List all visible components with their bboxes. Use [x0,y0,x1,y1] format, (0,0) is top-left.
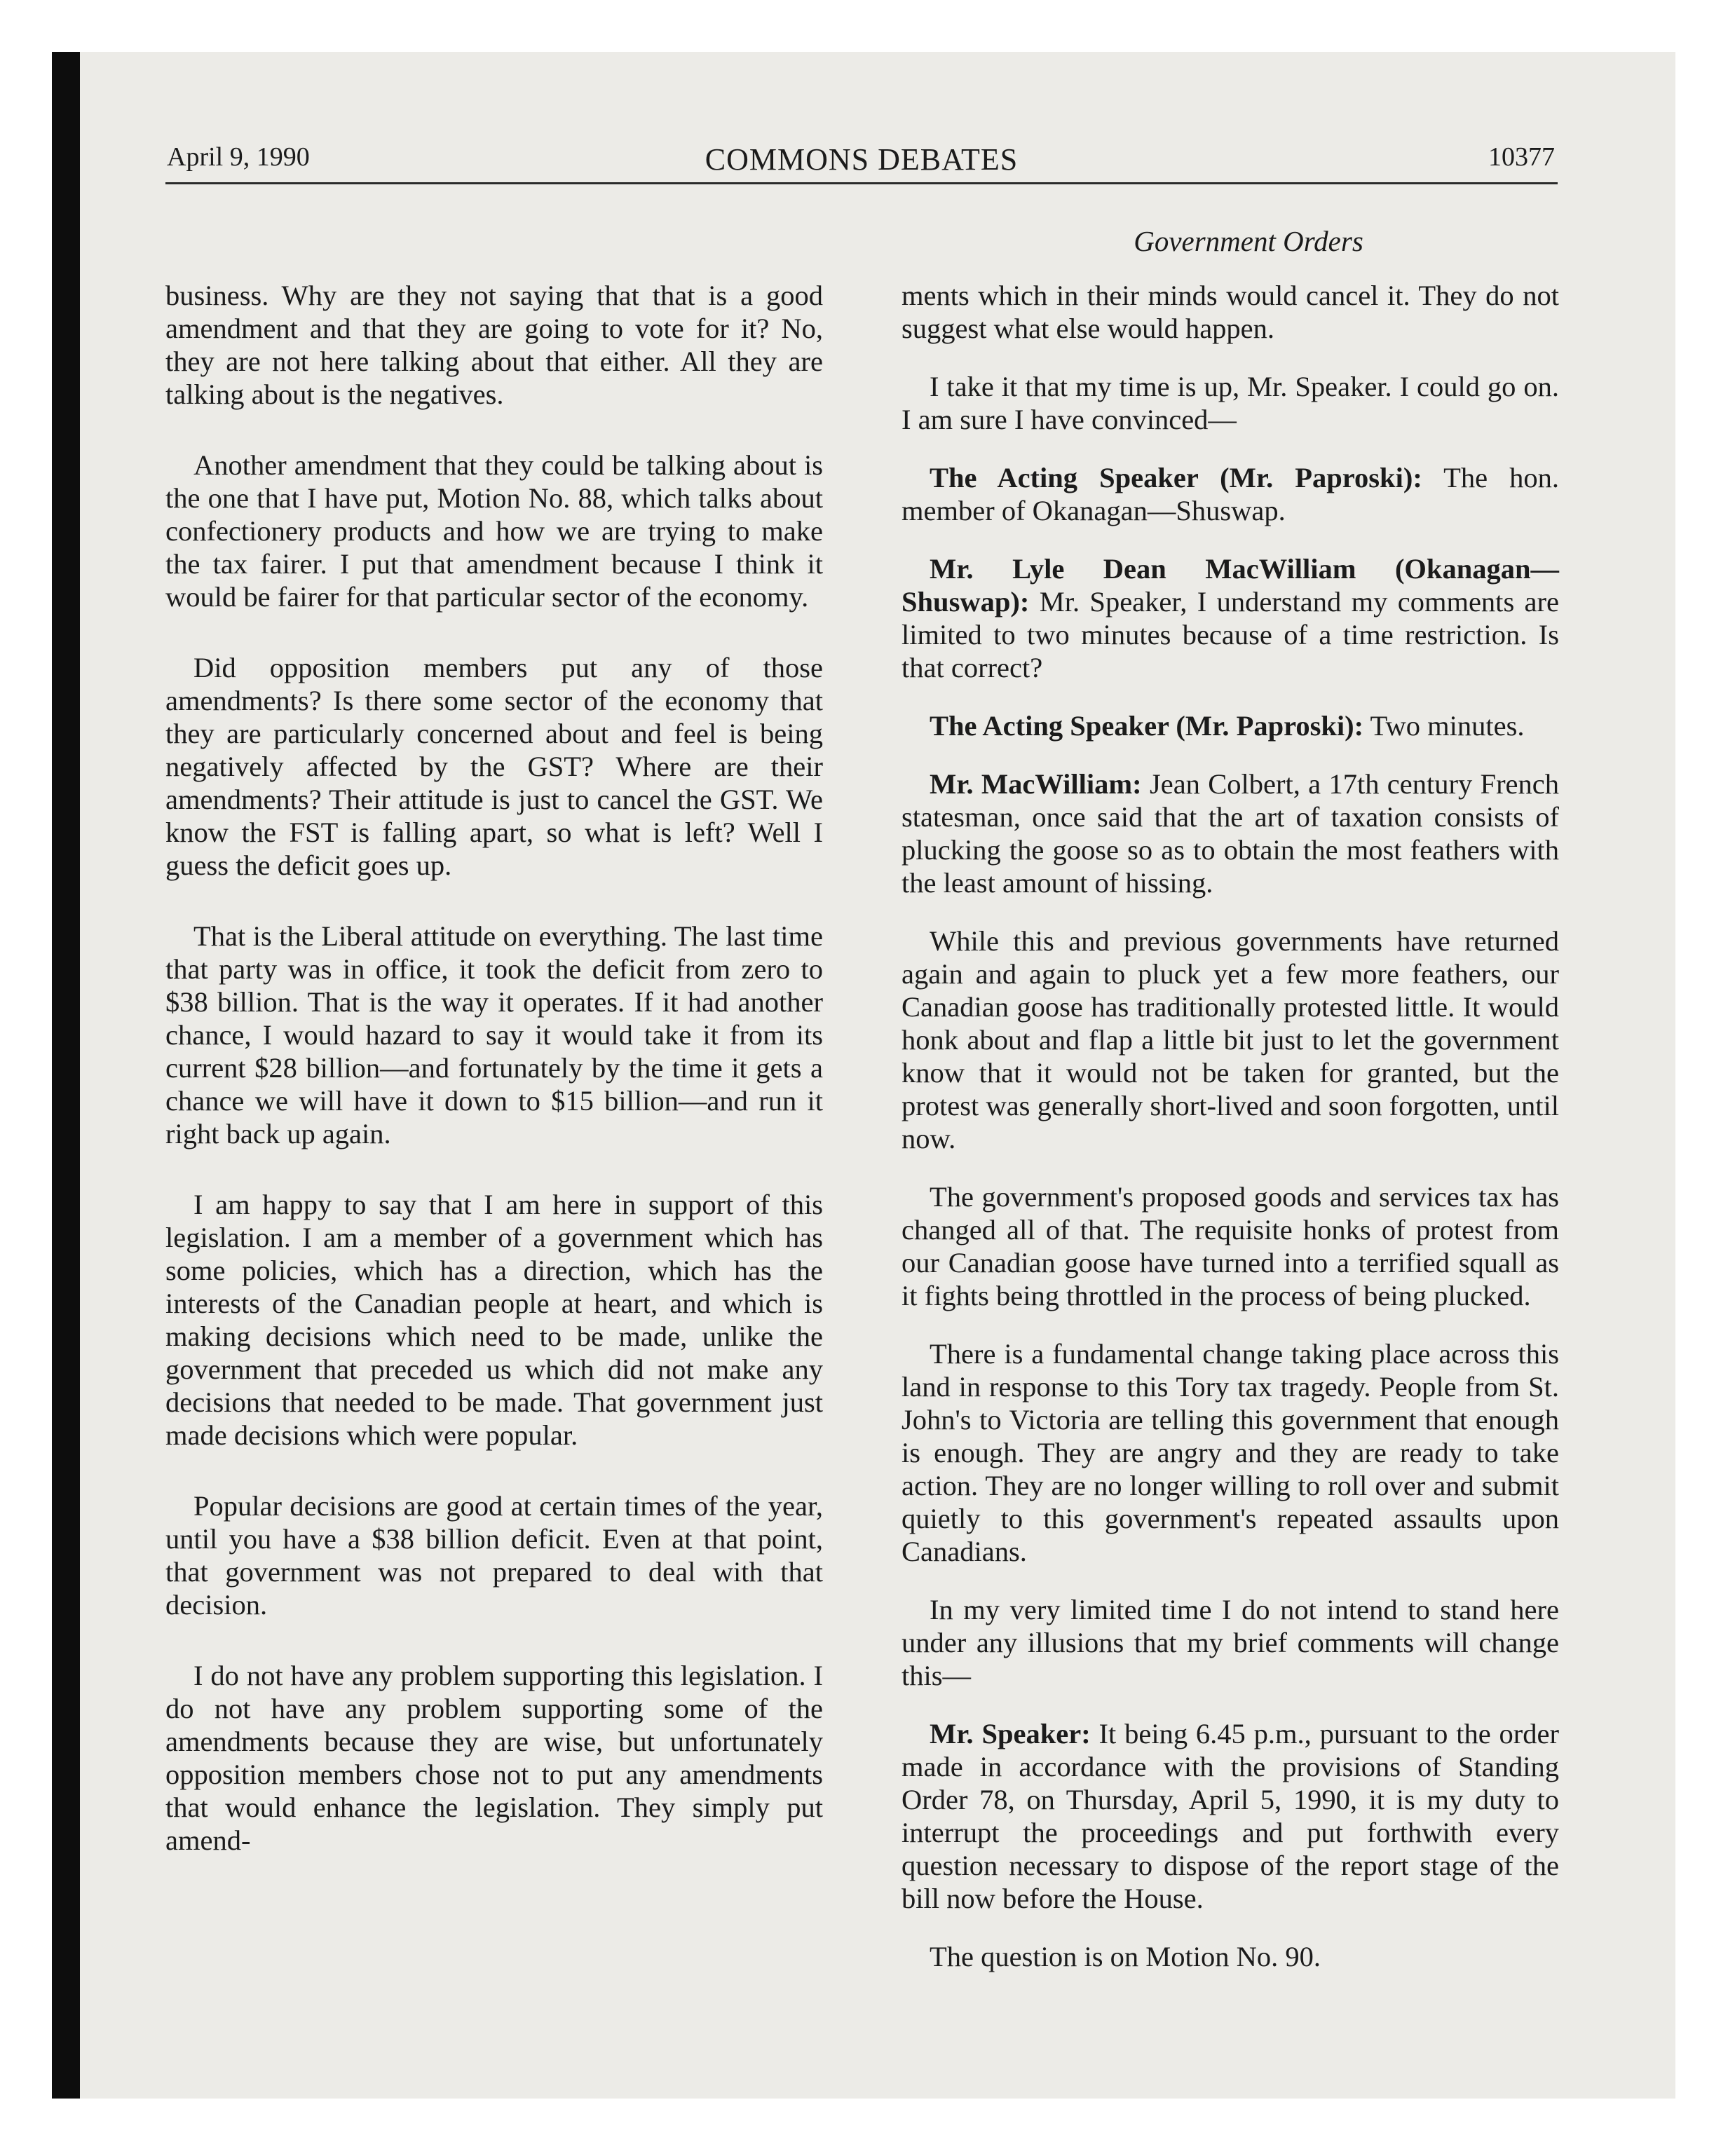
paragraph-text: While this and previous governments have returned again and again to pluck yet a few more feathers, our Canadian goose has traditionally protested little. It would honk about and flap a little bit just to let the government know that it would not be taken for granted, but the protest was generally short-lived and soon forgotten, until now. [901,925,1559,1154]
header-title: COMMONS DEBATES [705,142,1019,177]
paragraph-text: Two minutes. [1363,710,1525,742]
paragraph-text: I take it that my time is up, Mr. Speaker. I could go on. I am sure I have convinced— [901,371,1559,435]
paragraph-text: The question is on Motion No. 90. [930,1941,1321,1972]
paragraph-text: The hon. member of Okanagan—Shuswap. [901,462,1559,526]
paragraph: Another amendment that they could be talking about is the one that I have put, Motion No. 88, which talks about confectionery products and how we are trying to make the tax fairer. I put that amendment because I think it would be fairer for that particular sector of the economy. [165,449,823,613]
paragraph [901,1717,1559,1915]
paragraph: business. Why are they not saying that that is a good amendment and that they are going to vote for it? No, they are not here talking about that either. All they are talking about is the negatives. [165,280,823,410]
paragraph: Did opposition members put any of those amendments? Is there some sector of the economy that they are particularly concerned about and feel is being negatively affected by the GST? Where are their amendments? Their attitude is just to cancel the GST. We know the FST is falling apart, so what is left? Well I guess the deficit goes up. [165,652,823,881]
paragraph [901,1593,1559,1692]
speaker-name: Mr. Speaker: [930,1718,1091,1749]
paragraph-text: In my very limited time I do not intend to stand here under any illusions that my brief comments will change this— [901,1594,1559,1691]
paragraph: I do not have any problem supporting this legislation. I do not have any problem supporting some of the amendments because they are wise, but unfortunately opposition members chose not to put any amendments that would enhance the legislation. They simply put amend- [165,1660,823,1856]
paragraph [901,925,1559,1155]
paragraph-text: It being 6.45 p.m., pursuant to the order made in accordance with the provisions of Standing Order 78, on Thursday, April 5, 1990, it is my duty to interrupt the proceedings and put forthwith every question necessary to dispose of the report stage of the bill now before the House. [901,1718,1559,1914]
paragraph-text: Mr. Speaker, I understand my comments are limited to two minutes because of a time restriction. Is that correct? [901,586,1559,683]
paragraph [901,279,1559,345]
paragraph-text: There is a fundamental change taking place across this land in response to this Tory tax tragedy. People from St. John's to Victoria are telling this government that enough is enough. They are angry and they are ready to take action. They are no longer willing to roll over and submit quietly to this government's repeated assaults upon Canadians. [901,1338,1559,1567]
right-column [901,279,1559,1973]
paragraph: That is the Liberal attitude on everything. The last time that party was in office, it took the deficit from zero to $38 billion. That is the way it operates. If it had another chance, I would hazard to say it would take it from its current $28 billion—and fortunately by the time it gets a chance we will have it down to $15 billion—and run it right back up again. [165,920,823,1149]
paragraph [901,709,1559,742]
paragraph-text: Jean Colbert, a 17th century French statesman, once said that the art of taxation consists of plucking the goose so as to obtain the most feathers with the least amount of hissing. [901,768,1560,899]
header-page-number: 10377 [1488,142,1555,172]
speaker-name: The Acting Speaker (Mr. Paproski): [930,710,1364,742]
paragraph [901,552,1559,684]
left-column [165,279,823,1857]
paragraph: Popular decisions are good at certain times of the year, until you have a $38 billion deficit. Even at that point, that government was not prepared to deal with that decision. [165,1490,823,1621]
paragraph-text: The government's proposed goods and services tax has changed all of that. The requisite honks of protest from our Canadian goose have turned into a terrified squall as it fights being throttled in the process of being plucked. [901,1181,1559,1311]
paragraph: I am happy to say that I am here in support of this legislation. I am a member of a government which has some policies, which has a direction, which has the interests of the Canadian people at heart, and which is making decisions which need to be made, unlike the government that preceded us which did not make any decisions that needed to be made. That government just made decisions which were popular. [165,1189,823,1451]
speaker-name: Mr. MacWilliam: [930,768,1142,800]
speaker-name: Mr. Lyle Dean MacWilliam (Okanagan—Shuswap): [901,553,1559,618]
page [52,52,1675,2099]
paragraph [901,370,1559,436]
paragraph [901,1337,1559,1568]
paragraph-text: ments which in their minds would cancel it. They do not suggest what else would happen. [901,280,1559,344]
speaker-name: The Acting Speaker (Mr. Paproski): [930,462,1422,493]
page-header [165,142,1558,184]
paragraph [901,767,1559,899]
paragraph [901,461,1559,527]
header-date: April 9, 1990 [167,142,310,172]
section-heading: Government Orders [1134,225,1363,257]
paragraph [901,1180,1559,1312]
scanned-page [52,52,1675,2099]
paragraph [901,1940,1559,1973]
